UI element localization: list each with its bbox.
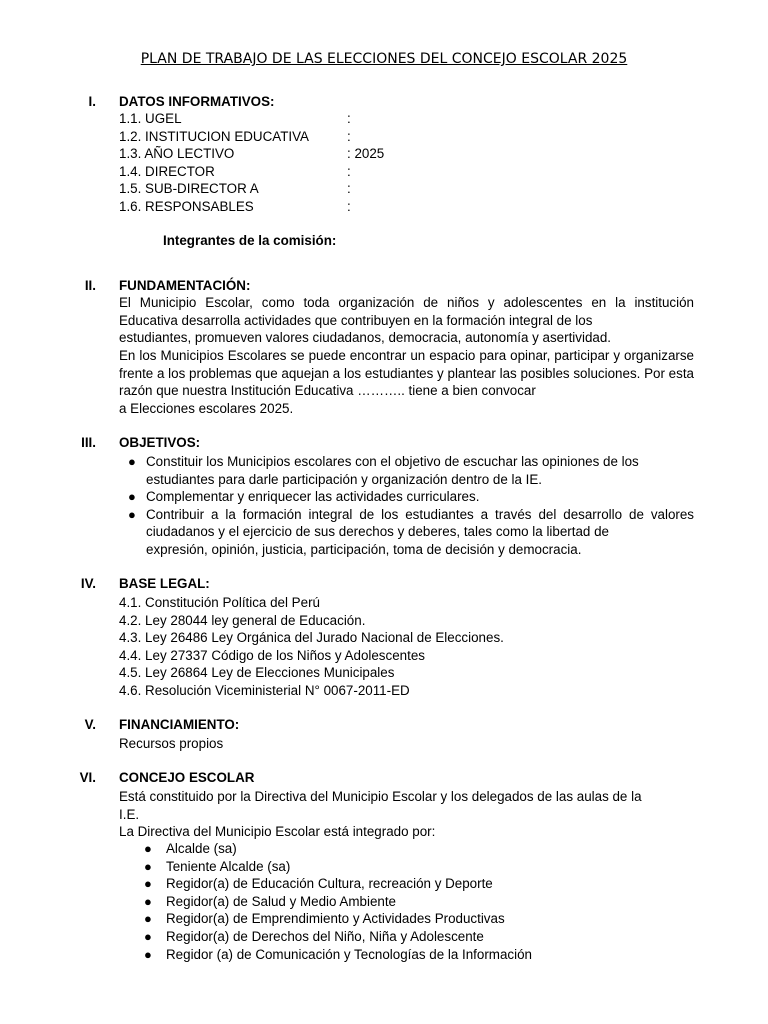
document-title: PLAN DE TRABAJO DE LAS ELECCIONES DEL CONCEJO ESCOLAR 2025 — [140, 51, 628, 67]
section-number: IV. — [80, 576, 96, 591]
bullet-icon: ● — [144, 841, 152, 856]
section-number: I. — [88, 94, 96, 109]
bullet-icon: ● — [144, 858, 152, 874]
paragraph-body: Está constituido por la Directiva del Municipio Escolar y los delegados de las aulas de la — [119, 789, 642, 804]
section-number: VI. — [79, 770, 96, 785]
info-value: : — [347, 163, 351, 179]
info-label: 1.3. AÑO LECTIVO — [119, 146, 235, 161]
paragraph-last-line: estudiantes, promueven valores ciudadanos, democracia, autonomía y asertividad. — [119, 330, 612, 346]
info-label: 1.4. DIRECTOR — [119, 163, 215, 179]
list-item — [119, 928, 532, 946]
section-heading-concejo: CONCEJO ESCOLAR — [119, 770, 255, 785]
commission-label: Integrantes de la comisión: — [163, 233, 337, 248]
paragraph-last-line: I.E. — [119, 806, 140, 822]
directive-item: Alcalde (sa) — [166, 841, 237, 856]
objectives-list — [119, 453, 694, 559]
legal-item: 4.6. Resolución Viceministerial N° 0067-2011-ED — [119, 682, 410, 698]
section-number: III. — [81, 435, 96, 450]
directive-item: Regidor(a) de Educación Cultura, recreación y Deporte — [166, 876, 493, 892]
objective-last-line: estudiantes para darle participación y organización dentro de la IE. — [146, 471, 543, 487]
info-row — [119, 110, 351, 128]
bullet-icon: ● — [128, 489, 136, 505]
list-item — [119, 893, 532, 911]
financing-text: Recursos propios — [119, 736, 224, 751]
paragraph: La Directiva del Municipio Escolar está integrado por: — [119, 824, 436, 839]
info-value: : — [347, 198, 351, 214]
list-item — [119, 910, 532, 928]
list-item — [119, 946, 532, 964]
directive-item: Teniente Alcalde (sa) — [166, 858, 291, 874]
bullet-icon: ● — [144, 946, 152, 962]
info-value: : 2025 — [347, 146, 385, 161]
section-number: II. — [84, 278, 96, 293]
objective-body: Contribuir a la formación integral de los estudiantes a través del desarrollo de valores ciudadanos y el ejercicio de sus derechos y deberes, tales como la libertad de — [146, 506, 694, 540]
list-item — [119, 875, 532, 893]
objective-last-line: expresión, opinión, justicia, participación, toma de decisión y democracia. — [146, 541, 582, 557]
section-heading-financiamiento: FINANCIAMIENTO: — [119, 717, 240, 732]
bullet-icon: ● — [128, 454, 136, 469]
bullet-icon: ● — [144, 911, 152, 927]
bullet-icon: ● — [144, 928, 152, 944]
list-item — [119, 506, 694, 559]
list-item — [119, 488, 694, 506]
legal-item: 4.3. Ley 26486 Ley Orgánica del Jurado Nacional de Elecciones. — [119, 630, 504, 645]
list-item — [119, 858, 532, 876]
info-value: : — [347, 128, 351, 144]
info-row — [119, 163, 351, 181]
legal-item: 4.4. Ley 27337 Código de los Niños y Adolescentes — [119, 647, 425, 663]
legal-item: 4.1. Constitución Política del Perú — [119, 595, 320, 610]
list-item — [119, 453, 694, 488]
info-value: : — [347, 181, 351, 196]
paragraph — [119, 347, 694, 417]
legal-item: 4.5. Ley 26864 Ley de Elecciones Municipales — [119, 665, 395, 680]
bullet-icon: ● — [144, 876, 152, 892]
paragraph — [119, 788, 694, 823]
objective-last-line: Complementar y enriquecer las actividades curriculares. — [146, 489, 480, 505]
directive-item: Regidor(a) de Salud y Medio Ambiente — [166, 893, 397, 909]
bullet-icon: ● — [128, 506, 136, 522]
section-heading-objetivos: OBJETIVOS: — [119, 435, 201, 450]
info-value: : — [347, 111, 351, 126]
section-heading-datos: DATOS INFORMATIVOS: — [119, 94, 275, 109]
info-label: 1.1. UGEL — [119, 111, 182, 126]
paragraph — [119, 294, 694, 347]
paragraph-body: En los Municipios Escolares se puede encontrar un espacio para opinar, participar y organizarse frente a los problemas que aquejan a los estudiantes y plantear las posibles soluciones. Por esta razón que nuestra Institución Educativa ……….. tiene a bien convocar — [119, 348, 694, 399]
info-row — [119, 198, 351, 216]
section-heading-fundamentacion: FUNDAMENTACIÓN: — [119, 278, 251, 293]
info-label: 1.5. SUB-DIRECTOR A — [119, 181, 259, 196]
paragraph-last-line: a Elecciones escolares 2025. — [119, 400, 294, 416]
paragraph-body: El Municipio Escolar, como toda organización de niños y adolescentes en la institución Educativa desarrolla actividades que contribuyen en la formación integral de los — [119, 295, 694, 328]
objective-body: Constituir los Municipios escolares con el objetivo de escuchar las opiniones de los — [146, 454, 639, 469]
directive-list — [119, 840, 532, 963]
section-heading-base-legal: BASE LEGAL: — [119, 576, 210, 591]
section-number: V. — [84, 717, 96, 732]
directive-item: Regidor(a) de Derechos del Niño, Niña y Adolescente — [166, 928, 484, 944]
bullet-icon: ● — [144, 893, 152, 909]
info-row — [119, 128, 351, 146]
info-row — [119, 180, 351, 198]
directive-item: Regidor (a) de Comunicación y Tecnologías de la Información — [166, 946, 532, 962]
info-label: 1.2. INSTITUCION EDUCATIVA — [119, 128, 309, 144]
directive-item: Regidor(a) de Emprendimiento y Actividades Productivas — [166, 911, 505, 927]
legal-item: 4.2. Ley 28044 ley general de Educación. — [119, 612, 366, 628]
list-item — [119, 840, 532, 858]
info-row — [119, 145, 384, 163]
info-label: 1.6. RESPONSABLES — [119, 198, 254, 214]
